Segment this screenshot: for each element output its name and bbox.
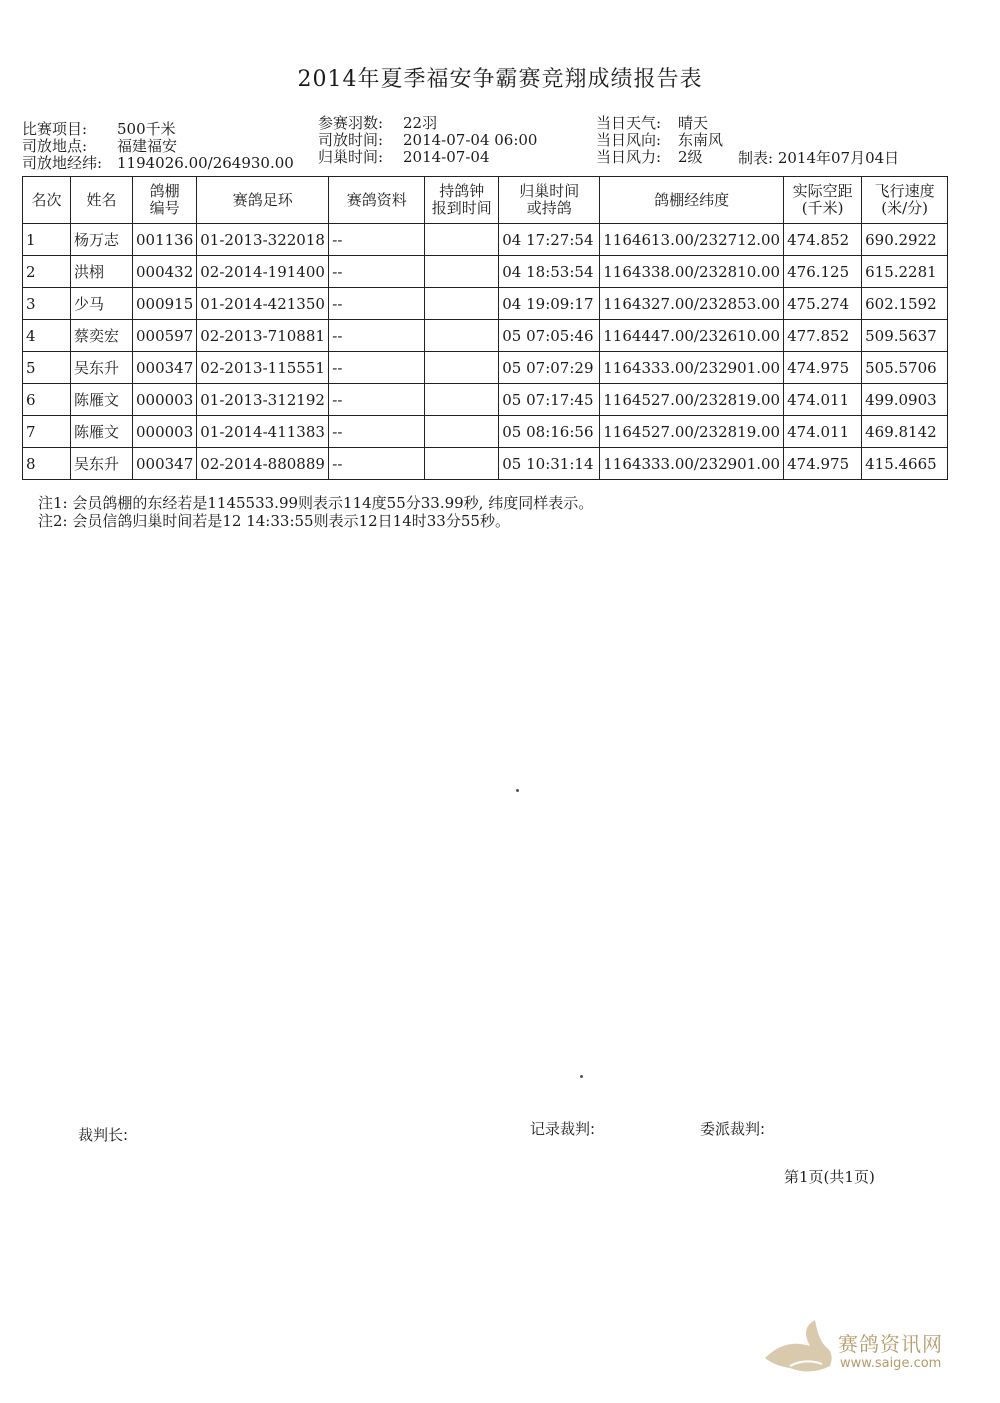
info-row <box>22 155 294 172</box>
table-cell <box>425 352 499 384</box>
table-cell: 615.2281 <box>862 256 948 288</box>
table-cell: 吴东升 <box>71 448 133 480</box>
table-row <box>23 416 948 448</box>
info-value: 2014-07-04 <box>403 148 490 166</box>
table-cell: 1164333.00/232901.00 <box>600 448 784 480</box>
table-cell: 04 19:09:17 <box>499 288 600 320</box>
table-cell: 05 08:16:56 <box>499 416 600 448</box>
info-value: 福建福安 <box>117 137 178 155</box>
table-row <box>23 352 948 384</box>
table-cell <box>425 448 499 480</box>
table-cell: 05 07:17:45 <box>499 384 600 416</box>
table-cell: 1164447.00/232610.00 <box>600 320 784 352</box>
column-header: 归巢时间 或持鸽 <box>499 177 600 224</box>
table-cell: -- <box>329 288 425 320</box>
table-cell: 1164613.00/232712.00 <box>600 224 784 256</box>
column-header: 鸽棚 编号 <box>133 177 197 224</box>
table-cell: 476.125 <box>784 256 862 288</box>
race-info-middle <box>318 115 537 166</box>
table-row <box>23 224 948 256</box>
info-row <box>318 132 537 149</box>
info-label: 司放地点: <box>22 137 88 155</box>
race-info-left <box>22 121 294 172</box>
table-cell: 474.011 <box>784 384 862 416</box>
table-cell: 01-2014-421350 <box>197 288 329 320</box>
table-cell: 8 <box>23 448 71 480</box>
table-cell: 000003 <box>133 416 197 448</box>
notes <box>38 494 593 530</box>
info-value: 2级 <box>678 148 703 166</box>
table-cell: 505.5706 <box>862 352 948 384</box>
table-cell: 7 <box>23 416 71 448</box>
table-cell: -- <box>329 320 425 352</box>
info-row <box>22 121 294 138</box>
table-cell: 04 17:27:54 <box>499 224 600 256</box>
info-label: 当日风向: <box>596 131 662 149</box>
made-date: 制表: 2014年07月04日 <box>738 149 900 167</box>
table-cell: 1164333.00/232901.00 <box>600 352 784 384</box>
info-value: 东南风 <box>678 131 724 149</box>
table-cell: 1164327.00/232853.00 <box>600 288 784 320</box>
chief-judge-label: 裁判长: <box>78 1126 129 1144</box>
info-label: 司放地经纬: <box>22 154 103 172</box>
table-cell: 吴东升 <box>71 352 133 384</box>
info-value: 500千米 <box>117 120 176 138</box>
table-cell: 05 10:31:14 <box>499 448 600 480</box>
info-row <box>596 132 723 149</box>
info-label: 当日天气: <box>596 114 662 132</box>
info-value: 晴天 <box>678 114 709 132</box>
column-header: 鸽棚经纬度 <box>600 177 784 224</box>
column-header: 飞行速度 (米/分) <box>862 177 948 224</box>
table-cell: 000003 <box>133 384 197 416</box>
info-label: 归巢时间: <box>318 148 384 166</box>
table-cell: 01-2013-322018 <box>197 224 329 256</box>
info-row <box>318 115 537 132</box>
info-row <box>318 149 537 166</box>
table-cell: 5 <box>23 352 71 384</box>
table-cell: 000432 <box>133 256 197 288</box>
table-cell: 4 <box>23 320 71 352</box>
table-cell: 602.1592 <box>862 288 948 320</box>
column-header: 姓名 <box>71 177 133 224</box>
table-cell: 1 <box>23 224 71 256</box>
table-cell: 3 <box>23 288 71 320</box>
column-header: 实际空距 (千米) <box>784 177 862 224</box>
table-cell: 陈雁文 <box>71 416 133 448</box>
table-cell: 01-2014-411383 <box>197 416 329 448</box>
table-cell: 05 07:07:29 <box>499 352 600 384</box>
table-cell: 02-2013-710881 <box>197 320 329 352</box>
table-cell: -- <box>329 352 425 384</box>
table-cell: 474.975 <box>784 352 862 384</box>
table-cell <box>425 224 499 256</box>
table-cell: 1164527.00/232819.00 <box>600 384 784 416</box>
table-row <box>23 448 948 480</box>
info-value: 1194026.00/264930.00 <box>117 154 294 172</box>
table-cell: 474.852 <box>784 224 862 256</box>
table-cell: 少马 <box>71 288 133 320</box>
assigned-judge-label: 委派裁判: <box>700 1120 766 1138</box>
table-header-row <box>23 177 948 224</box>
info-row <box>596 115 723 132</box>
column-header: 持鸽钟 报到时间 <box>425 177 499 224</box>
table-cell: 02-2014-191400 <box>197 256 329 288</box>
table-cell: 474.011 <box>784 416 862 448</box>
table-cell: -- <box>329 448 425 480</box>
note-2: 注2: 会员信鸽归巢时间若是12 14:33:55则表示12日14时33分55秒。 <box>38 512 510 530</box>
note-1: 注1: 会员鸽棚的东经若是1145533.99则表示114度55分33.99秒, 纬度同样表示。 <box>38 494 594 512</box>
table-cell: 415.4665 <box>862 448 948 480</box>
table-cell: 475.274 <box>784 288 862 320</box>
info-row <box>596 149 723 166</box>
column-header: 名次 <box>23 177 71 224</box>
info-value: 22羽 <box>403 114 438 132</box>
info-value: 2014-07-04 06:00 <box>403 131 538 149</box>
watermark-name: 赛鸽资讯网 <box>838 1332 943 1356</box>
page-number: 第1页(共1页) <box>784 1168 875 1186</box>
scan-speck <box>580 1075 583 1078</box>
column-header: 赛鸽足环 <box>197 177 329 224</box>
table-cell: -- <box>329 384 425 416</box>
report-title: 2014年夏季福安争霸赛竞翔成绩报告表 <box>297 67 703 92</box>
info-label: 当日风力: <box>596 148 662 166</box>
table-cell: 1164338.00/232810.00 <box>600 256 784 288</box>
table-cell <box>425 384 499 416</box>
results-table <box>22 176 948 480</box>
table-cell: 05 07:05:46 <box>499 320 600 352</box>
table-cell: 000597 <box>133 320 197 352</box>
table-cell: 01-2013-312192 <box>197 384 329 416</box>
table-cell: -- <box>329 224 425 256</box>
info-label: 司放时间: <box>318 131 384 149</box>
table-cell: 000915 <box>133 288 197 320</box>
table-row <box>23 288 948 320</box>
info-row <box>22 138 294 155</box>
column-header: 赛鸽资料 <box>329 177 425 224</box>
info-label: 比赛项目: <box>22 120 88 138</box>
race-info-right <box>596 115 723 166</box>
record-judge-label: 记录裁判: <box>530 1120 596 1138</box>
table-cell <box>425 416 499 448</box>
table-cell: 474.975 <box>784 448 862 480</box>
table-cell: 洪栩 <box>71 256 133 288</box>
table-row <box>23 320 948 352</box>
table-cell: 000347 <box>133 352 197 384</box>
table-cell: 02-2013-115551 <box>197 352 329 384</box>
table-cell: -- <box>329 416 425 448</box>
table-row <box>23 256 948 288</box>
table-cell <box>425 320 499 352</box>
table-cell: 1164527.00/232819.00 <box>600 416 784 448</box>
watermark-url: www.saige.com <box>840 1356 942 1371</box>
table-cell: 469.8142 <box>862 416 948 448</box>
table-cell: 2 <box>23 256 71 288</box>
table-cell: 04 18:53:54 <box>499 256 600 288</box>
table-cell <box>425 256 499 288</box>
table-cell: 509.5637 <box>862 320 948 352</box>
table-row <box>23 384 948 416</box>
table-cell: 6 <box>23 384 71 416</box>
table-cell: -- <box>329 256 425 288</box>
table-cell: 499.0903 <box>862 384 948 416</box>
table-cell: 477.852 <box>784 320 862 352</box>
table-body <box>23 224 948 480</box>
table-cell: 杨万志 <box>71 224 133 256</box>
info-label: 参赛羽数: <box>318 114 384 132</box>
table-cell <box>425 288 499 320</box>
table-cell: 690.2922 <box>862 224 948 256</box>
scan-speck <box>516 789 519 792</box>
table-cell: 000347 <box>133 448 197 480</box>
table-cell: 蔡奕宏 <box>71 320 133 352</box>
table-cell: 001136 <box>133 224 197 256</box>
table-cell: 陈雁文 <box>71 384 133 416</box>
table-cell: 02-2014-880889 <box>197 448 329 480</box>
